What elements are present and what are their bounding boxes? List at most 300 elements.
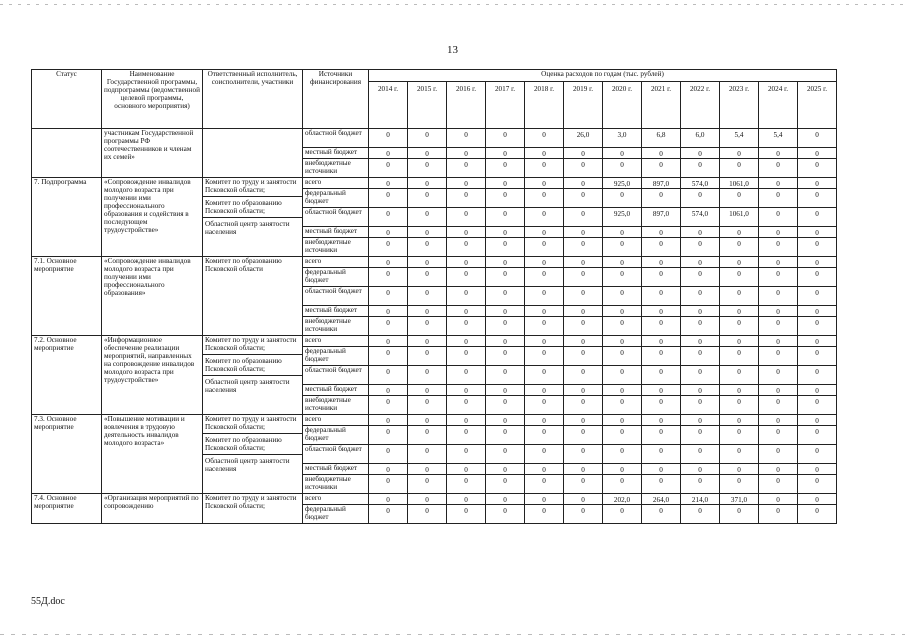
status-cell: 7.4. Основное мероприятие bbox=[32, 494, 102, 524]
amount-cell: 202,0 bbox=[603, 494, 642, 505]
amount-cell: 0 bbox=[525, 159, 564, 178]
amount-cell: 0 bbox=[525, 306, 564, 317]
amount-cell: 0 bbox=[408, 464, 447, 475]
amount-cell: 0 bbox=[681, 415, 720, 426]
program-name-cell: «Информационное обеспечение реализации мероприятий, направленных на сопровождение инвалидов молодого возраста при трудоустройстве» bbox=[102, 336, 203, 415]
amount-cell: 0 bbox=[486, 426, 525, 445]
amount-cell: 0 bbox=[369, 336, 408, 347]
program-name-cell: «Сопровождение инвалидов молодого возраста при получении ими профессионального образования» bbox=[102, 257, 203, 336]
amount-cell: 0 bbox=[798, 178, 837, 189]
amount-cell: 0 bbox=[525, 257, 564, 268]
amount-cell: 0 bbox=[603, 148, 642, 159]
amount-cell: 1061,0 bbox=[720, 208, 759, 227]
amount-cell: 26,0 bbox=[564, 129, 603, 148]
amount-cell: 0 bbox=[525, 268, 564, 287]
amount-cell: 0 bbox=[486, 464, 525, 475]
amount-cell: 0 bbox=[486, 445, 525, 464]
amount-cell: 0 bbox=[798, 385, 837, 396]
amount-cell: 0 bbox=[681, 287, 720, 306]
amount-cell: 0 bbox=[720, 287, 759, 306]
amount-cell: 0 bbox=[369, 148, 408, 159]
funding-source-cell: внебюджетные источники bbox=[303, 396, 369, 415]
amount-cell: 0 bbox=[603, 317, 642, 336]
amount-cell: 0 bbox=[525, 475, 564, 494]
amount-cell: 0 bbox=[720, 505, 759, 524]
amount-cell: 0 bbox=[447, 445, 486, 464]
header-year: 2018 г. bbox=[525, 82, 564, 129]
table-header bbox=[32, 70, 837, 129]
amount-cell: 0 bbox=[369, 366, 408, 385]
header-year: 2025 г. bbox=[798, 82, 837, 129]
amount-cell: 0 bbox=[759, 268, 798, 287]
footer-filename: 55Д.doc bbox=[31, 596, 65, 607]
amount-cell: 0 bbox=[408, 287, 447, 306]
amount-cell: 0 bbox=[798, 159, 837, 178]
header-estimate: Оценка расходов по годам (тыс. рублей) bbox=[369, 70, 837, 82]
amount-cell: 0 bbox=[564, 148, 603, 159]
status-cell: 7. Подпрограмма bbox=[32, 178, 102, 257]
amount-cell: 0 bbox=[798, 317, 837, 336]
amount-cell: 0 bbox=[759, 415, 798, 426]
amount-cell: 0 bbox=[486, 336, 525, 347]
amount-cell: 0 bbox=[564, 494, 603, 505]
amount-cell: 0 bbox=[447, 347, 486, 366]
responsible-entry: Комитет по образованию Псковской области bbox=[205, 257, 282, 273]
amount-cell: 0 bbox=[408, 148, 447, 159]
amount-cell: 0 bbox=[681, 148, 720, 159]
amount-cell: 0 bbox=[564, 317, 603, 336]
amount-cell: 0 bbox=[447, 208, 486, 227]
amount-cell: 0 bbox=[369, 494, 408, 505]
amount-cell: 0 bbox=[681, 306, 720, 317]
amount-cell: 0 bbox=[486, 366, 525, 385]
amount-cell: 0 bbox=[369, 464, 408, 475]
amount-cell: 0 bbox=[603, 366, 642, 385]
header-year: 2024 г. bbox=[759, 82, 798, 129]
amount-cell: 0 bbox=[798, 415, 837, 426]
amount-cell: 0 bbox=[798, 129, 837, 148]
amount-cell: 0 bbox=[447, 336, 486, 347]
funding-source-cell: областной бюджет bbox=[303, 129, 369, 148]
funding-source-cell: местный бюджет bbox=[303, 227, 369, 238]
amount-cell: 0 bbox=[642, 347, 681, 366]
amount-cell: 0 bbox=[798, 208, 837, 227]
amount-cell: 0 bbox=[720, 238, 759, 257]
amount-cell: 0 bbox=[486, 287, 525, 306]
amount-cell: 0 bbox=[603, 396, 642, 415]
responsible-entry: Областной центр занятости населения bbox=[203, 375, 302, 394]
amount-cell: 0 bbox=[720, 306, 759, 317]
amount-cell: 574,0 bbox=[681, 178, 720, 189]
amount-cell: 0 bbox=[564, 159, 603, 178]
amount-cell: 0 bbox=[603, 257, 642, 268]
amount-cell: 0 bbox=[408, 475, 447, 494]
amount-cell: 0 bbox=[447, 505, 486, 524]
amount-cell: 0 bbox=[798, 464, 837, 475]
amount-cell: 0 bbox=[564, 306, 603, 317]
responsible-cell bbox=[203, 129, 303, 178]
responsible-cell bbox=[203, 336, 303, 415]
amount-cell: 0 bbox=[486, 208, 525, 227]
amount-cell: 0 bbox=[798, 426, 837, 445]
amount-cell: 0 bbox=[759, 189, 798, 208]
amount-cell: 0 bbox=[525, 505, 564, 524]
amount-cell: 0 bbox=[564, 385, 603, 396]
amount-cell: 0 bbox=[603, 189, 642, 208]
amount-cell: 574,0 bbox=[681, 208, 720, 227]
amount-cell: 0 bbox=[525, 347, 564, 366]
table-row bbox=[32, 257, 837, 268]
amount-cell: 0 bbox=[408, 159, 447, 178]
amount-cell: 0 bbox=[564, 366, 603, 385]
scan-artifact-top bbox=[0, 4, 905, 5]
responsible-cell bbox=[203, 257, 303, 336]
amount-cell: 0 bbox=[408, 257, 447, 268]
amount-cell: 0 bbox=[603, 464, 642, 475]
program-name-cell: «Повышение мотивации и вовлечения в трудовую деятельность инвалидов молодого возраста» bbox=[102, 415, 203, 494]
amount-cell: 0 bbox=[525, 464, 564, 475]
funding-source-cell: всего bbox=[303, 178, 369, 189]
amount-cell: 0 bbox=[447, 178, 486, 189]
amount-cell: 0 bbox=[720, 268, 759, 287]
amount-cell: 0 bbox=[642, 257, 681, 268]
amount-cell: 0 bbox=[525, 494, 564, 505]
amount-cell: 0 bbox=[525, 227, 564, 238]
program-name-cell: участникам Государственной программы РФ соотечественников и членам их семей» bbox=[102, 129, 203, 178]
header-year: 2023 г. bbox=[720, 82, 759, 129]
amount-cell: 0 bbox=[681, 189, 720, 208]
amount-cell: 0 bbox=[681, 336, 720, 347]
program-name-cell: «Организация мероприятий по сопровождению bbox=[102, 494, 203, 524]
amount-cell: 0 bbox=[759, 287, 798, 306]
amount-cell: 0 bbox=[408, 505, 447, 524]
amount-cell: 0 bbox=[681, 366, 720, 385]
amount-cell: 0 bbox=[564, 505, 603, 524]
amount-cell: 0 bbox=[564, 208, 603, 227]
amount-cell: 0 bbox=[447, 385, 486, 396]
amount-cell: 0 bbox=[798, 505, 837, 524]
amount-cell: 0 bbox=[603, 505, 642, 524]
amount-cell: 0 bbox=[447, 257, 486, 268]
amount-cell: 0 bbox=[642, 396, 681, 415]
amount-cell: 0 bbox=[486, 148, 525, 159]
funding-source-cell: федеральный бюджет bbox=[303, 189, 369, 208]
amount-cell: 0 bbox=[759, 475, 798, 494]
amount-cell: 0 bbox=[525, 317, 564, 336]
header-year: 2022 г. bbox=[681, 82, 720, 129]
funding-source-cell: областной бюджет bbox=[303, 445, 369, 464]
header-year: 2016 г. bbox=[447, 82, 486, 129]
amount-cell: 0 bbox=[720, 475, 759, 494]
amount-cell: 0 bbox=[798, 287, 837, 306]
funding-source-cell: областной бюджет bbox=[303, 208, 369, 227]
amount-cell: 0 bbox=[759, 317, 798, 336]
amount-cell: 0 bbox=[759, 494, 798, 505]
amount-cell: 0 bbox=[408, 366, 447, 385]
amount-cell: 0 bbox=[408, 189, 447, 208]
amount-cell: 0 bbox=[369, 505, 408, 524]
funding-source-cell: областной бюджет bbox=[303, 366, 369, 385]
amount-cell: 0 bbox=[408, 445, 447, 464]
amount-cell: 0 bbox=[408, 494, 447, 505]
amount-cell: 0 bbox=[369, 426, 408, 445]
amount-cell: 5,4 bbox=[759, 129, 798, 148]
amount-cell: 0 bbox=[603, 238, 642, 257]
amount-cell: 0 bbox=[447, 426, 486, 445]
amount-cell: 0 bbox=[564, 464, 603, 475]
amount-cell: 0 bbox=[759, 347, 798, 366]
amount-cell: 0 bbox=[642, 317, 681, 336]
amount-cell: 0 bbox=[525, 366, 564, 385]
amount-cell: 0 bbox=[408, 385, 447, 396]
responsible-entry: Областной центр занятости населения bbox=[203, 454, 302, 473]
header-year: 2017 г. bbox=[486, 82, 525, 129]
amount-cell: 0 bbox=[720, 426, 759, 445]
amount-cell: 0 bbox=[447, 287, 486, 306]
amount-cell: 0 bbox=[564, 227, 603, 238]
amount-cell: 0 bbox=[759, 426, 798, 445]
amount-cell: 0 bbox=[408, 347, 447, 366]
header-status: Статус bbox=[32, 70, 102, 129]
amount-cell: 0 bbox=[798, 347, 837, 366]
amount-cell: 0 bbox=[369, 347, 408, 366]
amount-cell: 0 bbox=[681, 426, 720, 445]
amount-cell: 264,0 bbox=[642, 494, 681, 505]
amount-cell: 0 bbox=[408, 227, 447, 238]
amount-cell: 0 bbox=[759, 178, 798, 189]
funding-source-cell: местный бюджет bbox=[303, 385, 369, 396]
funding-source-cell: областной бюджет bbox=[303, 287, 369, 306]
amount-cell: 0 bbox=[369, 189, 408, 208]
status-cell: 7.1. Основное мероприятие bbox=[32, 257, 102, 336]
amount-cell: 0 bbox=[564, 347, 603, 366]
responsible-cell bbox=[203, 178, 303, 257]
amount-cell: 0 bbox=[642, 464, 681, 475]
amount-cell: 0 bbox=[642, 366, 681, 385]
responsible-entry: Комитет по труду и занятости Псковской области; bbox=[205, 415, 297, 431]
amount-cell: 0 bbox=[447, 148, 486, 159]
amount-cell: 0 bbox=[798, 306, 837, 317]
amount-cell: 0 bbox=[486, 306, 525, 317]
amount-cell: 0 bbox=[447, 129, 486, 148]
amount-cell: 1061,0 bbox=[720, 178, 759, 189]
responsible-entry: Комитет по образованию Псковской области; bbox=[203, 433, 302, 452]
amount-cell: 0 bbox=[798, 227, 837, 238]
amount-cell: 0 bbox=[447, 306, 486, 317]
amount-cell: 0 bbox=[408, 426, 447, 445]
amount-cell: 0 bbox=[447, 159, 486, 178]
amount-cell: 0 bbox=[486, 129, 525, 148]
amount-cell: 0 bbox=[720, 396, 759, 415]
responsible-cell bbox=[203, 415, 303, 494]
funding-source-cell: федеральный бюджет bbox=[303, 268, 369, 287]
amount-cell: 925,0 bbox=[603, 178, 642, 189]
responsible-cell bbox=[203, 494, 303, 524]
amount-cell: 0 bbox=[369, 415, 408, 426]
amount-cell: 0 bbox=[564, 189, 603, 208]
header-sources: Источники финансирования bbox=[303, 70, 369, 129]
amount-cell: 0 bbox=[798, 148, 837, 159]
amount-cell: 0 bbox=[720, 445, 759, 464]
amount-cell: 0 bbox=[408, 306, 447, 317]
amount-cell: 0 bbox=[720, 148, 759, 159]
amount-cell: 0 bbox=[408, 178, 447, 189]
amount-cell: 0 bbox=[525, 189, 564, 208]
amount-cell: 0 bbox=[564, 257, 603, 268]
amount-cell: 0 bbox=[642, 445, 681, 464]
header-year: 2019 г. bbox=[564, 82, 603, 129]
amount-cell: 0 bbox=[486, 268, 525, 287]
amount-cell: 0 bbox=[447, 189, 486, 208]
table-row bbox=[32, 178, 837, 189]
amount-cell: 0 bbox=[564, 475, 603, 494]
header-year: 2015 г. bbox=[408, 82, 447, 129]
header-name: Наименование Государственной программы, подпрограммы (ведомственной целевой программы, основного мероприятия) bbox=[102, 70, 203, 129]
amount-cell: 0 bbox=[759, 366, 798, 385]
amount-cell: 0 bbox=[486, 227, 525, 238]
amount-cell: 0 bbox=[447, 415, 486, 426]
funding-source-cell: всего bbox=[303, 336, 369, 347]
amount-cell: 214,0 bbox=[681, 494, 720, 505]
amount-cell: 0 bbox=[642, 227, 681, 238]
table-body bbox=[32, 129, 837, 524]
amount-cell: 0 bbox=[525, 426, 564, 445]
funding-source-cell: всего bbox=[303, 415, 369, 426]
header-year: 2021 г. bbox=[642, 82, 681, 129]
amount-cell: 0 bbox=[681, 464, 720, 475]
amount-cell: 897,0 bbox=[642, 208, 681, 227]
amount-cell: 0 bbox=[681, 159, 720, 178]
header-year: 2014 г. bbox=[369, 82, 408, 129]
amount-cell: 0 bbox=[603, 268, 642, 287]
responsible-entry: Комитет по образованию Псковской области; bbox=[203, 354, 302, 373]
amount-cell: 0 bbox=[681, 396, 720, 415]
amount-cell: 0 bbox=[486, 257, 525, 268]
amount-cell: 0 bbox=[603, 287, 642, 306]
amount-cell: 0 bbox=[759, 227, 798, 238]
funding-source-cell: внебюджетные источники bbox=[303, 317, 369, 336]
amount-cell: 0 bbox=[486, 238, 525, 257]
amount-cell: 0 bbox=[369, 238, 408, 257]
amount-cell: 0 bbox=[369, 208, 408, 227]
amount-cell: 0 bbox=[564, 445, 603, 464]
amount-cell: 0 bbox=[369, 287, 408, 306]
amount-cell: 925,0 bbox=[603, 208, 642, 227]
amount-cell: 0 bbox=[603, 475, 642, 494]
amount-cell: 0 bbox=[759, 208, 798, 227]
amount-cell: 0 bbox=[369, 159, 408, 178]
amount-cell: 0 bbox=[798, 366, 837, 385]
amount-cell: 0 bbox=[603, 227, 642, 238]
responsible-entry: Комитет по труду и занятости Псковской области; bbox=[205, 178, 297, 194]
amount-cell: 0 bbox=[486, 396, 525, 415]
amount-cell: 0 bbox=[720, 317, 759, 336]
amount-cell: 0 bbox=[759, 464, 798, 475]
funding-source-cell: внебюджетные источники bbox=[303, 159, 369, 178]
amount-cell: 0 bbox=[681, 238, 720, 257]
amount-cell: 0 bbox=[798, 268, 837, 287]
amount-cell: 0 bbox=[525, 208, 564, 227]
amount-cell: 0 bbox=[369, 268, 408, 287]
amount-cell: 0 bbox=[642, 306, 681, 317]
amount-cell: 0 bbox=[759, 238, 798, 257]
amount-cell: 0 bbox=[447, 238, 486, 257]
amount-cell: 0 bbox=[759, 159, 798, 178]
amount-cell: 0 bbox=[681, 317, 720, 336]
amount-cell: 0 bbox=[759, 257, 798, 268]
amount-cell: 0 bbox=[642, 148, 681, 159]
amount-cell: 0 bbox=[798, 257, 837, 268]
amount-cell: 0 bbox=[408, 268, 447, 287]
funding-source-cell: внебюджетные источники bbox=[303, 475, 369, 494]
table-row bbox=[32, 415, 837, 426]
header-responsible: Ответственный исполнитель, соисполнители, участники bbox=[203, 70, 303, 129]
amount-cell: 0 bbox=[564, 287, 603, 306]
amount-cell: 0 bbox=[642, 385, 681, 396]
amount-cell: 0 bbox=[408, 396, 447, 415]
amount-cell: 0 bbox=[369, 385, 408, 396]
amount-cell: 0 bbox=[564, 336, 603, 347]
amount-cell: 0 bbox=[564, 238, 603, 257]
amount-cell: 0 bbox=[447, 475, 486, 494]
amount-cell: 0 bbox=[603, 426, 642, 445]
amount-cell: 0 bbox=[525, 178, 564, 189]
status-cell: 7.3. Основное мероприятие bbox=[32, 415, 102, 494]
amount-cell: 0 bbox=[369, 475, 408, 494]
funding-source-cell: федеральный бюджет bbox=[303, 426, 369, 445]
amount-cell: 0 bbox=[642, 287, 681, 306]
amount-cell: 0 bbox=[603, 159, 642, 178]
responsible-entry: Комитет по труду и занятости Псковской области; bbox=[205, 494, 297, 510]
program-name-cell: «Сопровождение инвалидов молодого возраста при получении ими профессионального образования и содействия в последующем трудоустройстве» bbox=[102, 178, 203, 257]
amount-cell: 0 bbox=[720, 464, 759, 475]
amount-cell: 0 bbox=[447, 227, 486, 238]
responsible-entry: Комитет по образованию Псковской области; bbox=[203, 196, 302, 215]
scan-artifact-bottom bbox=[0, 634, 905, 635]
status-cell bbox=[32, 129, 102, 178]
amount-cell: 0 bbox=[486, 494, 525, 505]
amount-cell: 0 bbox=[564, 396, 603, 415]
table-row bbox=[32, 336, 837, 347]
amount-cell: 0 bbox=[447, 494, 486, 505]
page-number: 13 bbox=[447, 44, 458, 56]
amount-cell: 0 bbox=[603, 347, 642, 366]
amount-cell: 0 bbox=[720, 257, 759, 268]
amount-cell: 0 bbox=[798, 475, 837, 494]
status-cell: 7.2. Основное мероприятие bbox=[32, 336, 102, 415]
amount-cell: 0 bbox=[798, 445, 837, 464]
amount-cell: 0 bbox=[369, 178, 408, 189]
amount-cell: 0 bbox=[486, 347, 525, 366]
amount-cell: 0 bbox=[603, 385, 642, 396]
amount-cell: 0 bbox=[720, 347, 759, 366]
amount-cell: 0 bbox=[798, 336, 837, 347]
funding-source-cell: местный бюджет bbox=[303, 306, 369, 317]
amount-cell: 0 bbox=[720, 159, 759, 178]
amount-cell: 0 bbox=[447, 396, 486, 415]
responsible-entry: Комитет по труду и занятости Псковской области; bbox=[205, 336, 297, 352]
amount-cell: 0 bbox=[369, 306, 408, 317]
amount-cell: 6,0 bbox=[681, 129, 720, 148]
amount-cell: 0 bbox=[447, 464, 486, 475]
funding-source-cell: федеральный бюджет bbox=[303, 347, 369, 366]
amount-cell: 0 bbox=[759, 505, 798, 524]
amount-cell: 0 bbox=[642, 426, 681, 445]
amount-cell: 0 bbox=[720, 189, 759, 208]
amount-cell: 0 bbox=[642, 268, 681, 287]
amount-cell: 0 bbox=[759, 396, 798, 415]
amount-cell: 0 bbox=[369, 317, 408, 336]
